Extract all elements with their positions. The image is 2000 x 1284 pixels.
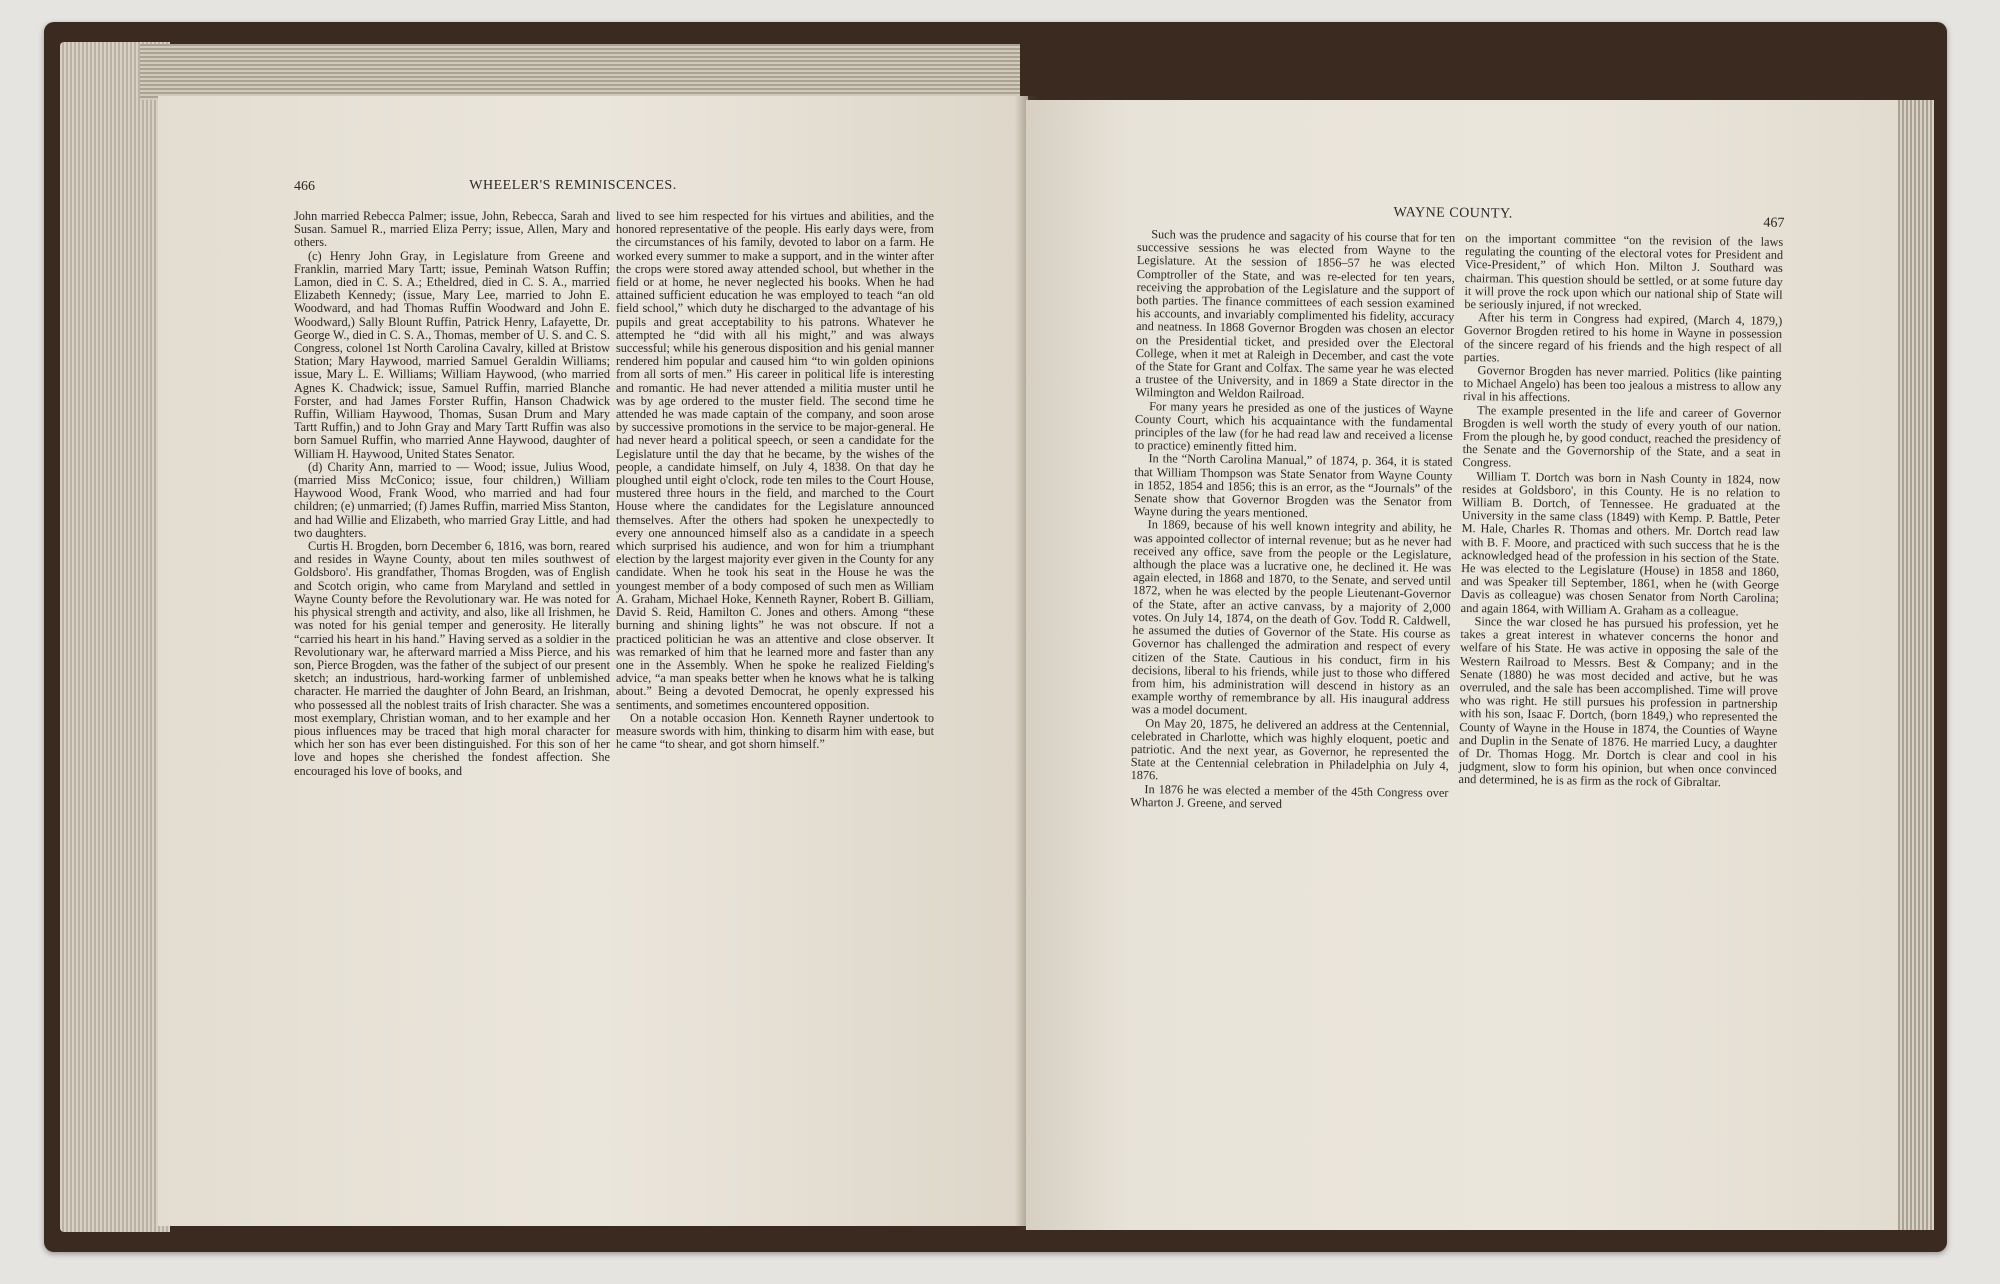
right-page (1026, 100, 1898, 1230)
paragraph: lived to see him respected for his virtues and abilities, and the honored representative of the people. His early days were, from the circumstances of his family, devoted to labor on a farm. He worked every summer to make a support, and in the winter after the crops were stored away attended school, but whether in the field or at home, he never neglected his books. When he had attained sufficient education he was employed to teach “an old field school,” which duty he discharged to the advantage of his pupils and great acceptability to his patrons. Whatever he attempted he “did with all his might,” and was always successful; while his generous disposition and his genial manner rendered him popular and caused him “to win golden opinions from all sorts of men.” His career in political life is interesting and romantic. He had never attended a militia muster until he was by age ordered to the muster field. The second time he attended he was made captain of the company, and soon arose by successive promotions in the service to be major-general. He had never heard a political speech, or seen a candidate for the Legislature until the day that he became, by the wishes of the people, a candidate himself, on July 4, 1838. On that day he ploughed until eight o'clock, rode ten miles to the Court House, mustered three hours in the field, and marched to the Court House where the candidates for the Legislature announced themselves. After the others had spoken he unexpectedly to every one announced himself also as a candidate in a speech which surprised his audience, and won for him a triumphant election by the largest majority ever given in the County for any candidate. When he took his seat in the House he was the youngest member of a body composed of such men as William A. Graham, Michael Hoke, Kenneth Rayner, Robert B. Gilliam, David S. Reid, Hamilton C. Jones and others. Among “these burning and shining lights” he was not obscure. If not a practiced politician he was an attentive and close observer. It was remarked of him that he learned more and faster than any one in the Assembly. When he spoke he realized Fielding's advice, “a man speaks better when he knows what he is talking about.” Being a devoted Democrat, he openly expressed his sentiments, and sometimes encountered opposition. (616, 209, 934, 712)
paragraph: Such was the prudence and sagacity of his course that for ten successive sessions he was elected from Wayne to the Legislature. At the session of 1856–57 he was elected Comptroller of the State, and was re-elected for ten years, receiving the approbation of the Legislature and the support of both parties. The finance committees of each session examined his accounts, and invariably complimented his fidelity, accuracy and neatness. In 1868 Governor Brogden was chosen an elector on the Presidential ticket, and presided over the Electoral College, when it met at Raleigh in December, and cast the vote of the State for Grant and Colfax. The same year he was elected a trustee of the University, and in 1869 a State director in the Wilmington and Weldon Railroad. (1135, 227, 1456, 402)
paragraph: After his term in Congress had expired, (March 4, 1879,) Governor Brogden retired to his home in Wayne in possession of the sincere regard of his friends and the high respect of all parties. (1463, 310, 1783, 365)
left-page (158, 96, 1028, 1226)
running-head-left: WHEELER'S REMINISCENCES. (469, 178, 677, 193)
left-page-edges (60, 42, 170, 1232)
paragraph: Governor Brogden has never married. Politics (like painting to Michael Angelo) has been too jealous a mistress to allow any rival in his affections. (1463, 363, 1782, 405)
paragraph: on the important committee “on the revision of the laws regulating the counting of the electoral votes for President and Vice-President,” of which Hon. Milton J. Southard was chairman. This question should be settled, or at some future day it will prove the rock upon which our national ship of State will be seriously injured, if not wrecked. (1464, 231, 1784, 314)
paragraph: For many years he presided as one of the justices of Wayne County Court, which his acquaintance with the fundamental principles of the law (for he had read law and received a license to practice) eminently fitted him. (1134, 398, 1454, 455)
paragraph: In 1869, because of his well known integrity and ability, he was appointed collector of internal revenue; but as he never had received any office, save from the people or the Legislature, although the place was a lucrative one, he declined it. He was again elected, in 1868 and 1870, to the Senate, and served until 1872, when he was elected by the people Lieutenant-Governor of the State, after an active canvass, by a majority of 2,000 votes. On July 14, 1874, on the death of Gov. Todd R. Caldwell, he assumed the duties of Governor of the State. His course as Governor has challenged the admiration and respect of every citizen of the State. Cautious in his conduct, firm in his decisions, liberal to his friends, while just to those who differed from him, his administration will descend in history as an example worthy of remembrance by all. His inaugural address was a model document. (1131, 517, 1452, 718)
paragraph: In 1876 he was elected a member of the 45th Congress over Wharton J. Greene, and served (1130, 781, 1449, 811)
left-page-column-1 (294, 210, 610, 778)
paragraph: Since the war closed he has pursued his profession, yet he takes a great interest in whatever concerns the honor and welfare of his State. He was active in opposing the sale of the Western Railroad to Messrs. Best & Company; and in the Senate (1880) he was most decided and active, but he was overruled, and the sale has been accomplished. Time will prove who was right. He still pursues his profession in partnership with his son, Isaac F. Dortch, (born 1849,) who represented the County of Wayne in the House in 1874, the Counties of Wayne and Duplin in the Senate of 1876. He married Lucy, a daughter of Dr. Thomas Hogg. Mr. Dortch is clear and cool in his judgment, slow to form his opinion, but when once convinced and determined, he is as firm as the rock of Gibraltar. (1458, 614, 1779, 790)
page-number-466: 466 (294, 179, 315, 194)
top-page-edges (140, 44, 1020, 100)
running-head-right: WAYNE COUNTY. (1393, 205, 1513, 222)
paragraph: Curtis H. Brogden, born December 6, 1816, was born, reared and resides in Wayne County, about ten miles southwest of Goldsboro'. His grandfather, Thomas Brogden, was of English and Scotch origin, who came from Maryland and settled in Wayne County before the Revolutionary war. He was noted for his physical strength and activity, and also, like all Irishmen, he was noted for his genial temper and generosity. He literally “carried his heart in his hand.” Having served as a soldier in the Revolutionary war, he afterward married a Miss Pierce, and his son, Pierce Brogden, was the father of the subject of our present sketch; an industrious, hard-working farmer of unblemished character. He married the daughter of John Beard, an Irishman, who possessed all the noblest traits of Irish character. She was a most exemplary, Christian woman, and to her example and her pious influences may be traced that high moral character for which her son has ever been distinguished. For this son of her love and hopes she cherished the fondest affection. She encouraged his love of books, and (294, 539, 610, 778)
paragraph: The example presented in the life and career of Governor Brogden is well worth the study of every youth of our nation. From the plough he, by good conduct, reached the presidency of the Senate and the Governorship of the State, and a seat in Congress. (1462, 402, 1782, 471)
paragraph: In the “North Carolina Manual,” of 1874, p. 364, it is stated that William Thompson was State Senator from Wayne County in 1852, 1854 and 1856; this is an error, as the “Journals” of the Senate show that Governor Brogden was the Senator from Wayne during the years mentioned. (1133, 451, 1453, 521)
paragraph: (c) Henry John Gray, in Legislature from Greene and Franklin, married Mary Tartt; issue, Peminah Watson Ruffin; Lamon, died in C. S. A.; Etheldred, died in C. S. A., married Elizabeth Kennedy; (issue, Mary Lee, married to John E. Woodward, and had Thomas Ruffin Woodward and John E. Woodward,) Sally Blount Ruffin, Patrick Henry, Lafayette, Dr. George W., died in C. S. A., Thomas, member of U. S. and C. S. Congress, colonel 1st North Carolina Cavalry, killed at Bristow Station; Mary Haywood, married Samuel Geraldin Williams; issue, Mary L. E. Williams; William Haywood, (who married Agnes K. Chadwick; issue, Samuel Ruffin, married Blanche Forster, and had James Forster Ruffin, Hanson Chadwick Ruffin, William Haywood, Thomas, Susan Drum and Mary Tartt Ruffin,) and to John Gray and Mary Tartt Ruffin was also born Samuel Ruffin, who married Anne Haywood, daughter of William H. Haywood, United States Senator. (294, 248, 610, 461)
paragraph: On May 20, 1875, he delivered an address at the Centennial, celebrated in Charlotte, which was highly eloquent, poetic and patriotic. And the next year, as Governor, he represented the State at the Centennial celebration in Philadelphia on July 4, 1876. (1130, 715, 1450, 783)
left-page-column-2 (616, 210, 934, 751)
page-number-467: 467 (1763, 215, 1785, 231)
paragraph: John married Rebecca Palmer; issue, John, Rebecca, Sarah and Susan. Samuel R., married Eliza Perry; issue, Allen, Mary and others. (294, 209, 610, 250)
paragraph: William T. Dortch was born in Nash County in 1824, now resides at Goldsboro', in this County. He is no relation to William B. Dortch, of Tennessee. He graduated at the University in the same class (1849) with Kemp. P. Battle, Peter M. Hale, Charles R. Thomas and others. Mr. Dortch read law with B. F. Moore, and practiced with such success that he is the acknowledged head of the profession in his section of the State. He was elected to the Legislature (House) in 1858 and 1860, and was Speaker till September, 1861, when he (with George Davis as colleague) was chosen Senator from North Carolina; and again 1864, with William A. Graham as a colleague. (1460, 468, 1781, 619)
paragraph: On a notable occasion Hon. Kenneth Rayner undertook to measure swords with him, thinking to disarm him with ease, but he came “to shear, and got shorn himself.” (616, 710, 934, 752)
right-page-column-1 (1130, 228, 1455, 813)
paragraph: (d) Charity Ann, married to — Wood; issue, Julius Wood, (married Miss McConico; issue, four children,) William Haywood Wood, Frank Wood, who married and had four children; (e) unmarried; (f) James Ruffin, married Miss Stanton, and had Willie and Elizabeth, who married Gray Little, and had two daughters. (294, 459, 610, 540)
right-page-column-2 (1459, 232, 1784, 790)
